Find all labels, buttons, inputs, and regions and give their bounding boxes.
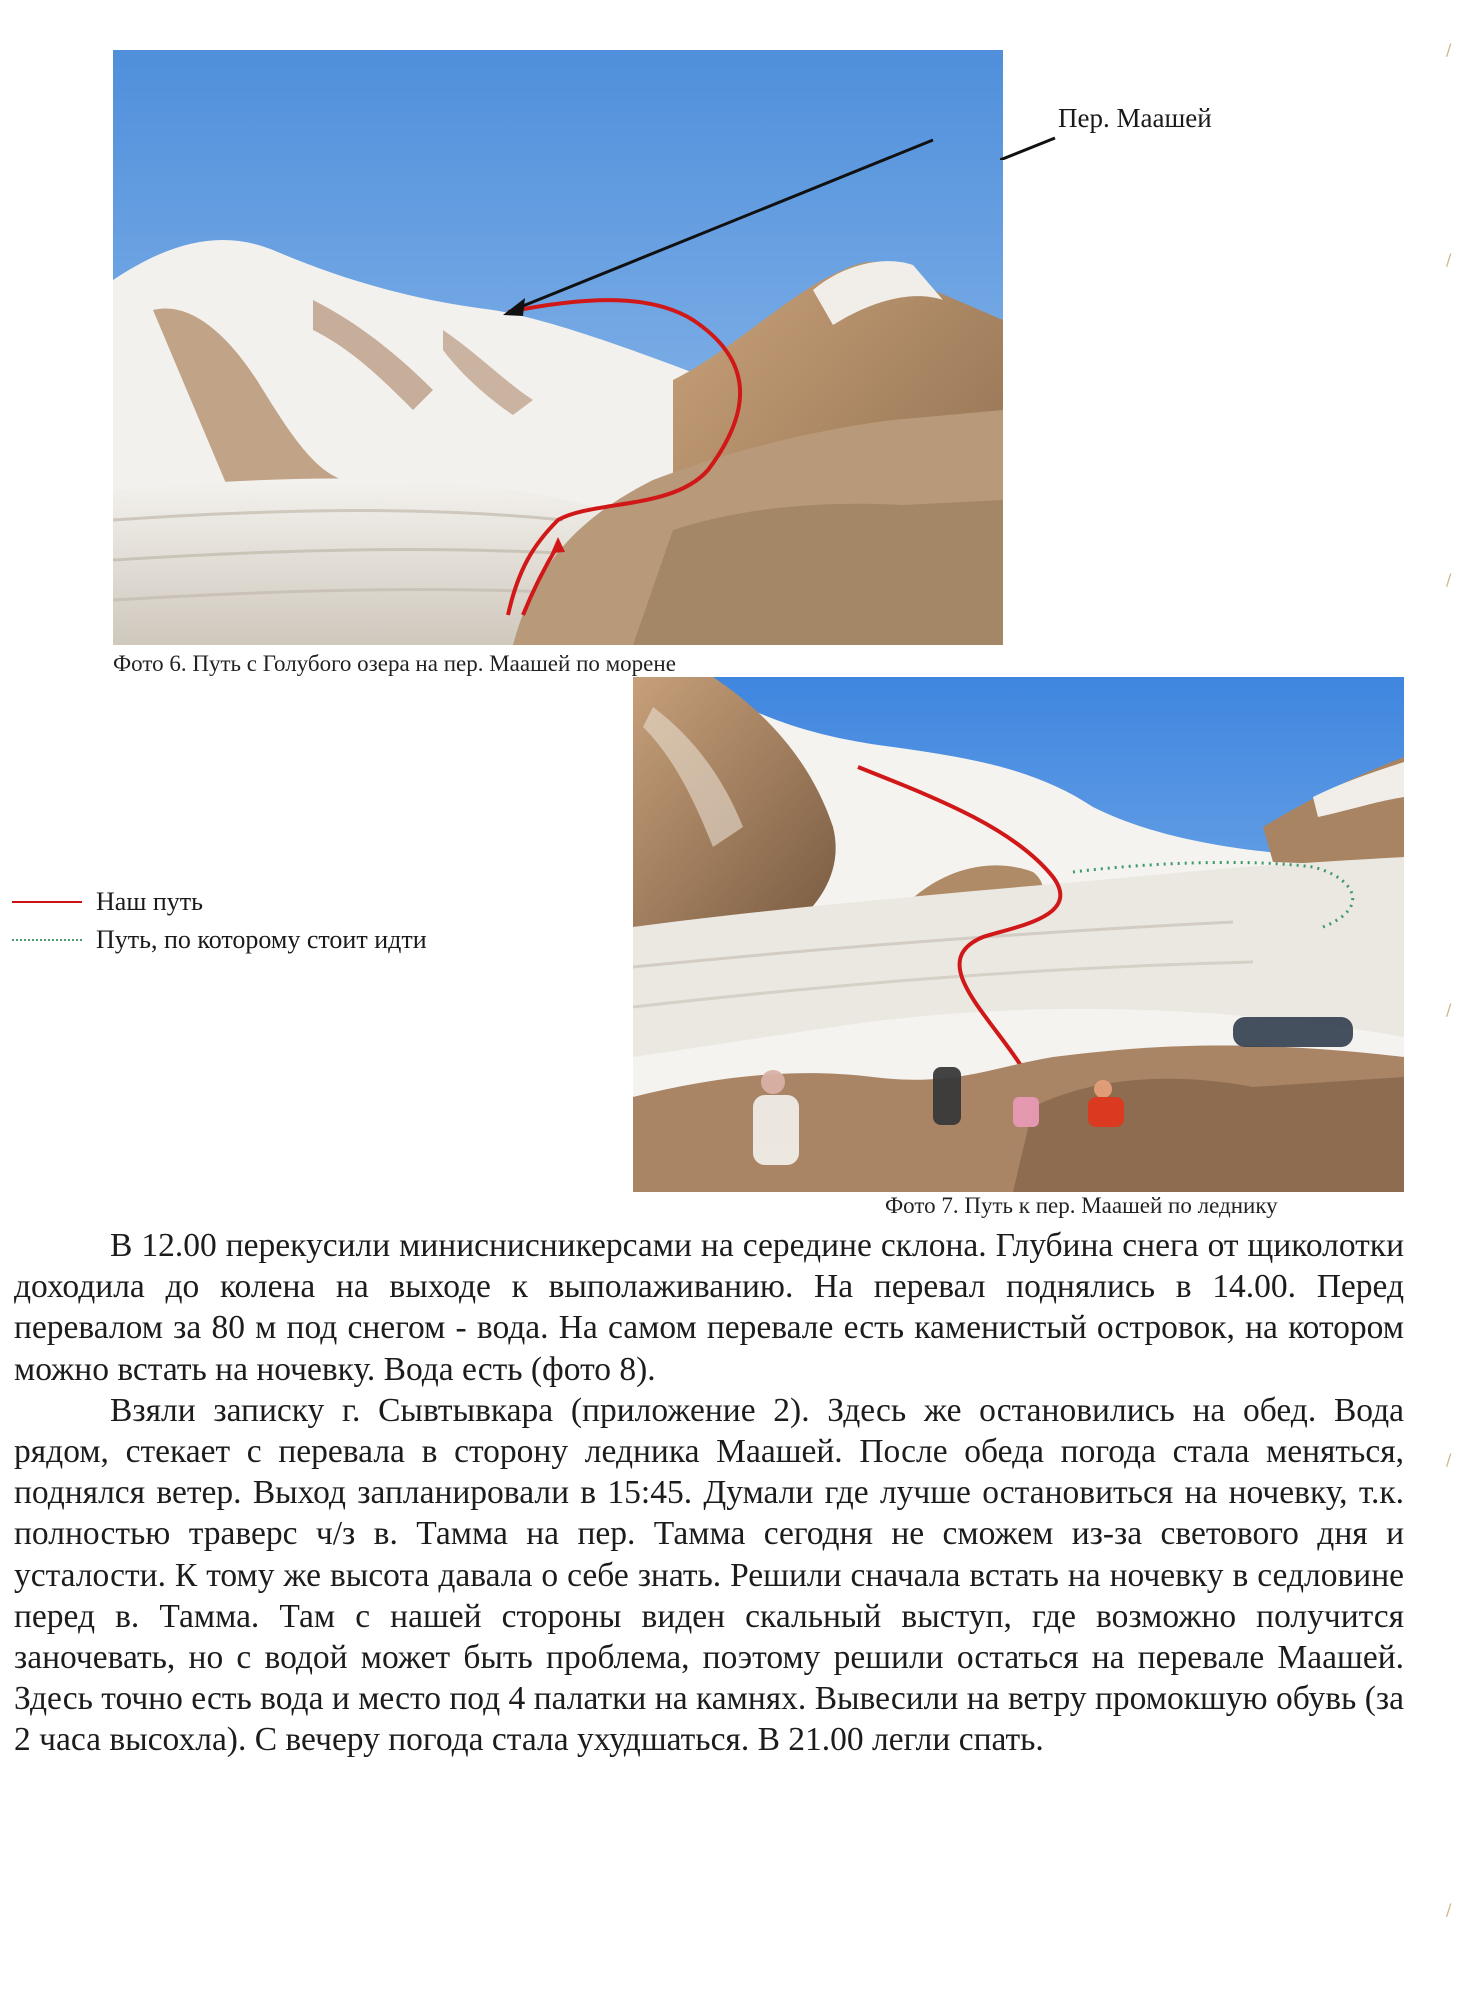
body-text xyxy=(14,1225,1404,1761)
paragraph-2: Взяли записку г. Сывтывкара (приложение 2). Здесь же остановились на обед. Вода рядом, стекает с перевала в сторону ледника Маашей. После обеда погода стала меняться, поднялся ветер. Выход запланировали в 15:45. Думали где лучше остановиться на ночевку, т.к. полностью траверс ч/з в. Тамма на пер. Тамма сегодня не сможем из-за светового дня и усталости. К тому же высота давала о себе знать. Решили сначала встать на ночевку в седловине перед в. Тамма. Там с нашей стороны виден скальный выступ, где возможно получится заночевать, но с водой может быть проблема, поэтому решили остаться на перевале Маашей. Здесь точно есть вода и место под 4 палатки на камнях. Вывесили на ветру промокшую обувь (за 2 часа высохла). С вечеру погода стала ухудшаться. В 21.00 легли спать. xyxy=(14,1391,1404,1759)
legend-item-our-route xyxy=(12,887,203,917)
legend-label-our-route: Наш путь xyxy=(96,887,203,916)
paragraph-1: В 12.00 перекусили миниснисникерсами на середине склона. Глубина снега от щиколотки доходила до колена на выходе к выполаживанию. На перевал поднялись в 14.00. Перед перевалом за 80 м под снегом - вода. На самом перевале есть каменистый островок, на котором можно встать на ночевку. Вода есть (фото 8). xyxy=(14,1227,1404,1388)
edge-mark: / xyxy=(1446,1450,1452,1469)
photo-6 xyxy=(113,50,1003,645)
edge-mark: / xyxy=(1446,1000,1452,1019)
legend-label-recommended-route: Путь, по которому стоит идти xyxy=(96,925,427,954)
edge-mark: / xyxy=(1446,570,1452,589)
photo-7-caption: Фото 7. Путь к пер. Маашей по леднику xyxy=(885,1193,1278,1218)
pass-callout-label: Пер. Маашей xyxy=(1058,103,1212,133)
legend-swatch-dotted-green xyxy=(12,939,82,941)
callout-arrow-outer xyxy=(1000,120,1060,160)
edge-mark: / xyxy=(1446,40,1452,59)
legend-swatch-solid-red xyxy=(12,901,82,903)
edge-mark: / xyxy=(1446,1900,1452,1919)
photo-6-caption: Фото 6. Путь с Голубого озера на пер. Маашей по морене xyxy=(113,651,676,676)
edge-mark: / xyxy=(1446,250,1452,269)
photo-7 xyxy=(633,677,1404,1192)
legend-item-recommended-route xyxy=(12,925,427,955)
